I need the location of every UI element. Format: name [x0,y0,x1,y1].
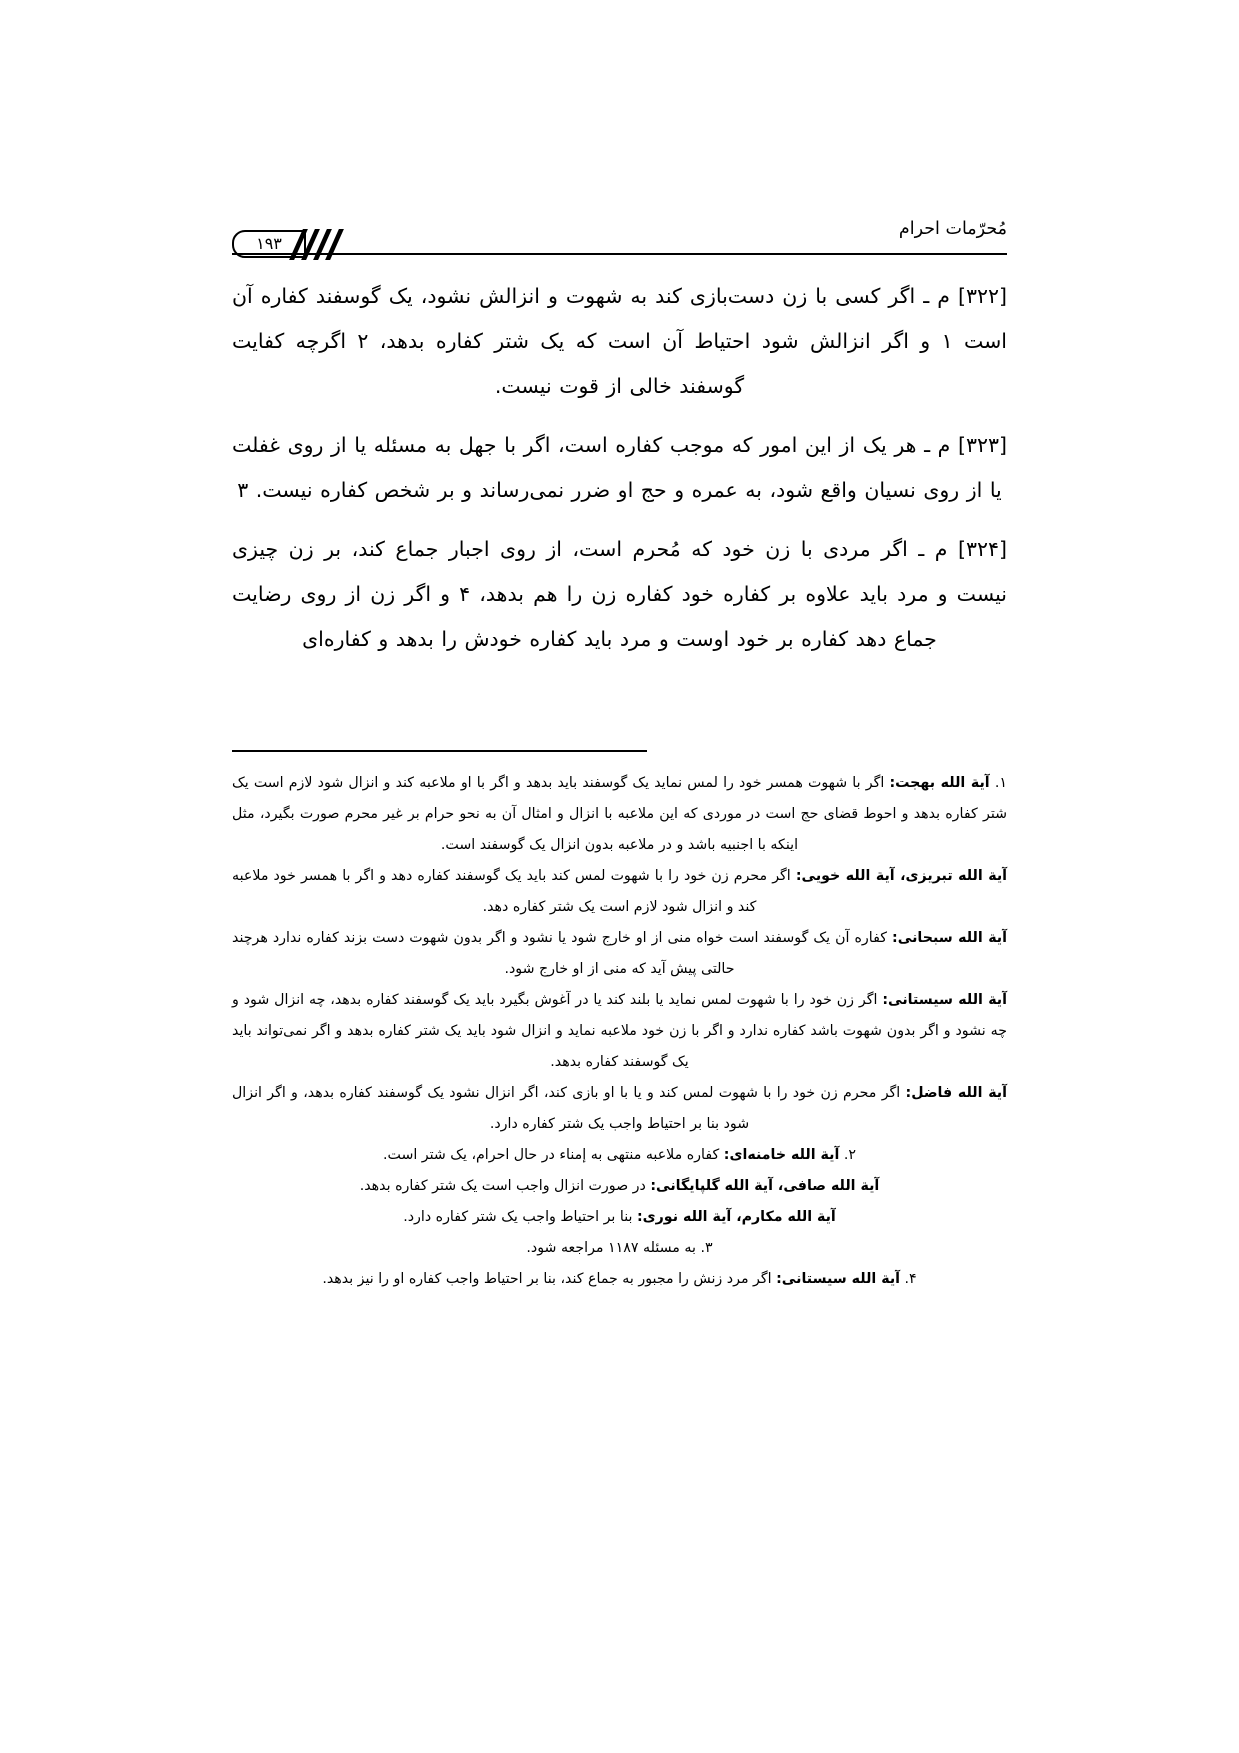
footnote-text: بنا بر احتیاط واجب یک شتر کفاره دارد. [403,1209,633,1225]
footnote-marker-3: ۳. [700,1240,713,1256]
footnote-3-line-0 [232,1233,1007,1264]
authority-name: آیة الله خامنه‌ای: [723,1147,840,1163]
footnote-text: اگر محرم زن خود را با شهوت لمس کند و یا با او بازی کند، اگر انزال نشود یک گوسفند کفاره بدهد، و اگر انزال شود بنا بر احتیاط واجب یک شتر کفاره دارد. [232,1085,901,1132]
footnote-text: اگر با شهوت همسر خود را لمس نماید یک گوسفند باید بدهد و اگر با او ملاعبه کند و انزال شود لازم است یک شتر کفاره بدهد و احوط قضای حج است در موردی که این ملاعبه با انزال و امثال آن به نحو حرام بر غیر محرم صورت بگیرد، مثل اینکه با اجنبیه باشد و در ملاعبه بدون انزال یک گوسفند است. [232,775,1007,853]
authority-name: آیة الله فاضل: [905,1085,1007,1101]
authority-name: آیة الله مکارم، آیة الله نوری: [636,1209,836,1225]
footnotes-block [232,768,1007,1295]
footnote-text: به مسئله ۱۱۸۷ مراجعه شود. [526,1240,696,1256]
authority-name: آیة الله سیستانی: [776,1271,901,1287]
footnote-1-line-3 [232,985,1007,1078]
body-text [232,274,1007,662]
authority-name: آیة الله سیستانی: [882,992,1007,1008]
footnote-text: کفاره آن یک گوسفند است خواه منی از او خارج شود یا نشود و اگر بدون شهوت دست بزند کفاره ندارد هرچند حالتی پیش آید که منی از او خارج شود. [232,930,888,977]
footnote-2-line-1 [232,1171,1007,1202]
page-header [232,216,1007,262]
footnote-marker-1: ۱. [994,775,1007,791]
folio-block [232,230,350,260]
footnote-marker-2: ۲. [843,1147,856,1163]
footnote-text: در صورت انزال واجب است یک شتر کفاره بدهد. [359,1178,646,1194]
footnote-1-line-0 [232,768,1007,861]
footnote-4-line-0 [232,1264,1007,1295]
authority-name: آیة الله سبحانی: [892,930,1007,946]
footnote-text: اگر محرم زن خود را با شهوت لمس کند باید یک گوسفند کفاره دهد و اگر با همسر خود ملاعبه کند و انزال شود لازم است یک شتر کفاره دهد. [232,868,791,915]
footnote-text: اگر زن خود را با شهوت لمس نماید یا بلند کند یا در آغوش بگیرد باید یک گوسفند کفاره بدهد، چه انزال شود و چه نشود و اگر بدون شهوت باشد کفاره ندارد و اگر با زن خود ملاعبه نماید و انزال شود باید یک شتر کفاره بدهد و اگر نمی‌تواند باید یک گوسفند کفاره بدهد. [232,992,1007,1070]
footnote-text: کفاره ملاعبه منتهی به إمناء در حال احرام، یک شتر است. [383,1147,720,1163]
footnote-text: اگر مرد زنش را مجبور به جماع کند، بنا بر احتیاط واجب کفاره او را نیز بدهد. [322,1271,772,1287]
footnote-2-line-0 [232,1140,1007,1171]
footnote-2-line-2 [232,1202,1007,1233]
paragraph-m-324: [۳۲۴] م ـ اگر مردی با زن خود که مُحرم است، از روی اجبار جماع کند، بر زن چیزی نیست و مرد باید علاوه بر کفاره خود کفاره زن را هم بدهد، ۴ و اگر زن از روی رضایت جماع دهد کفاره بر خود اوست و مرد باید کفاره خودش را بدهد و کفاره‌ای [232,537,1007,651]
page-number: ۱۹۳ [256,234,282,253]
page-title: مُحرّمات احرام [898,219,1007,239]
header-rule [232,253,1007,255]
authority-name: آیة الله صافی، آیة الله گلپایگانی: [650,1178,880,1194]
footnote-1-line-4 [232,1078,1007,1140]
paragraph-m-322: [۳۲۲] م ـ اگر کسی با زن دست‌بازی کند به شهوت و انزالش نشود، یک گوسفند کفاره آن است ۱ و اگر انزالش شود احتیاط آن است که یک شتر کفاره بدهد، ۲ اگرچه کفایت گوسفند خالی از قوت نیست. [232,284,1007,398]
footnote-1-line-1 [232,861,1007,923]
footnote-1-line-2 [232,923,1007,985]
authority-name: آیة الله تبریزی، آیة الله خویی: [795,868,1008,884]
authority-name: آیة الله بهجت: [889,775,990,791]
footnote-separator [232,750,647,752]
paragraph-m-323: [۳۲۳] م ـ هر یک از این امور که موجب کفاره است، اگر با جهل به مسئله یا از روی غفلت یا از روی نسیان واقع شود، به عمره و حج او ضرر نمی‌رساند و بر شخص کفاره نیست. ۳ [232,433,1007,502]
footnote-marker-4: ۴. [904,1271,917,1287]
slash-stripes-icon [290,229,350,260]
